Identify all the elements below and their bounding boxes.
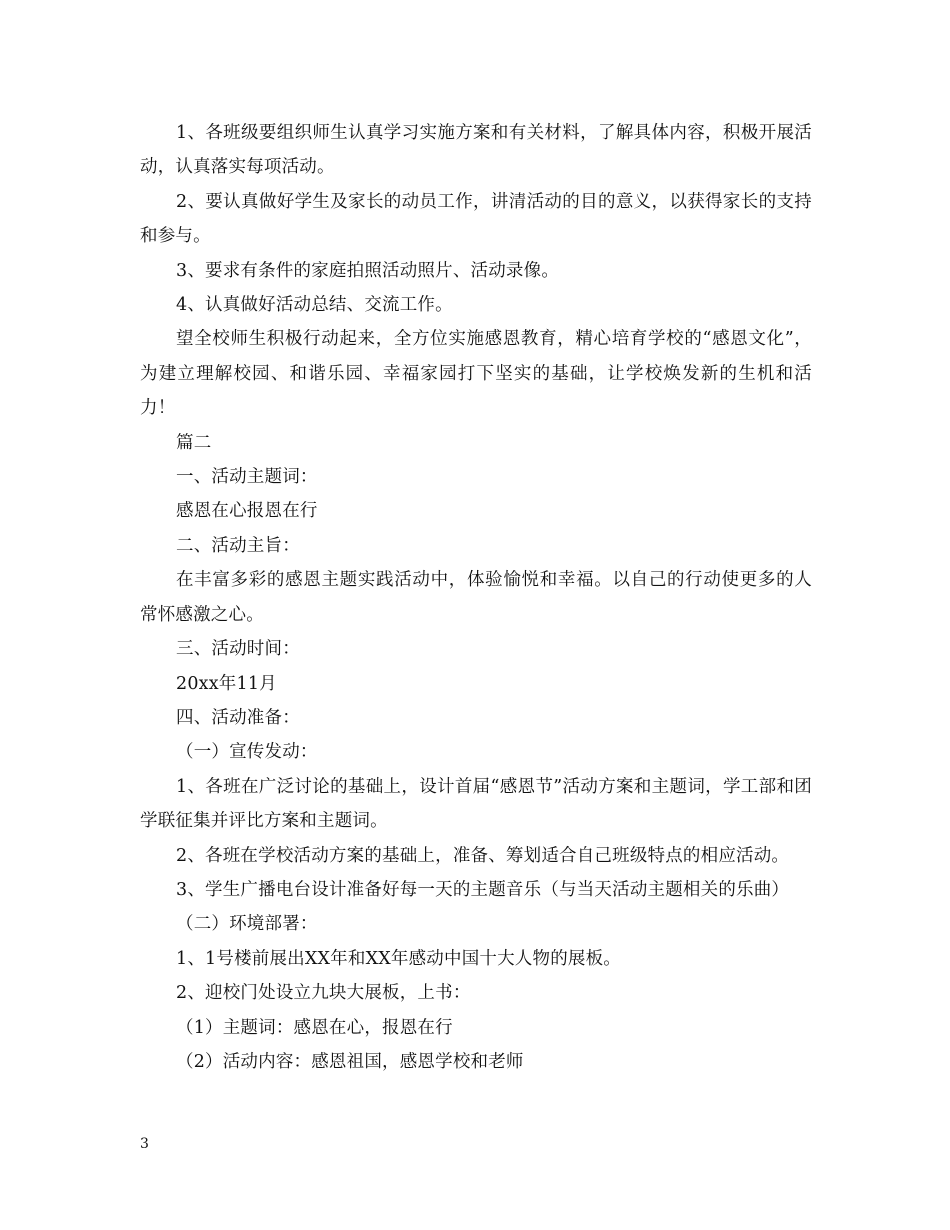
paragraph-task-1: 1、各班级要组织师生认真学习实施方案和有关材料，了解具体内容，积极开展活动，认真落实每项活动。 [140, 123, 812, 178]
page-number: 3 [140, 1136, 149, 1152]
document-body [140, 116, 812, 1079]
environment-item-2: 2、迎校门处设立九块大展板，上书： [176, 983, 471, 1004]
board-item-2: （2）活动内容：感恩祖国，感恩学校和老师 [176, 1051, 524, 1072]
paragraph-task-2: 2、要认真做好学生及家长的动员工作，讲清活动的目的意义，以获得家长的支持和参与。 [140, 191, 812, 247]
paragraph-task-4: 4、认真做好活动总结、交流工作。 [176, 295, 453, 316]
section-heading-part-two: 篇二 [176, 432, 212, 453]
heading-purpose: 二、活动主旨： [176, 535, 300, 556]
time-text: 20xx年11月 [176, 673, 277, 694]
board-item-1: （1）主题词：感恩在心，报恩在行 [176, 1017, 453, 1038]
heading-theme-words: 一、活动主题词： [176, 467, 318, 488]
paragraph-closing: 望全校师生积极行动起来，全方位实施感恩教育，精心培育学校的“感恩文化”，为建立理解校园、和谐乐园、幸福家园打下坚实的基础，让学校焕发新的生机和活力！ [140, 329, 812, 419]
purpose-text: 在丰富多彩的感恩主题实践活动中，体验愉悦和幸福。以自己的行动使更多的人常怀感激之心。 [140, 570, 812, 625]
theme-words-text: 感恩在心报恩在行 [176, 501, 318, 522]
publicity-item-2: 2、各班在学校活动方案的基础上，准备、筹划适合自己班级特点的相应活动。 [176, 845, 790, 866]
paragraph-task-3: 3、要求有条件的家庭拍照活动照片、活动录像。 [176, 260, 560, 281]
publicity-item-3: 3、学生广播电台设计准备好每一天的主题音乐（与当天活动主题相关的乐曲） [176, 879, 790, 900]
heading-time: 三、活动时间： [176, 639, 300, 660]
publicity-item-1: 1、各班在广泛讨论的基础上，设计首届“感恩节”活动方案和主题词，学工部和团学联征集并评比方案和主题词。 [140, 776, 812, 832]
subheading-publicity: （一）宣传发动： [176, 742, 318, 763]
heading-preparation: 四、活动准备： [176, 707, 300, 728]
subheading-environment: （二）环境部署： [176, 914, 318, 935]
environment-item-1: 1、1号楼前展出XX年和XX年感动中国十大人物的展板。 [176, 948, 622, 969]
